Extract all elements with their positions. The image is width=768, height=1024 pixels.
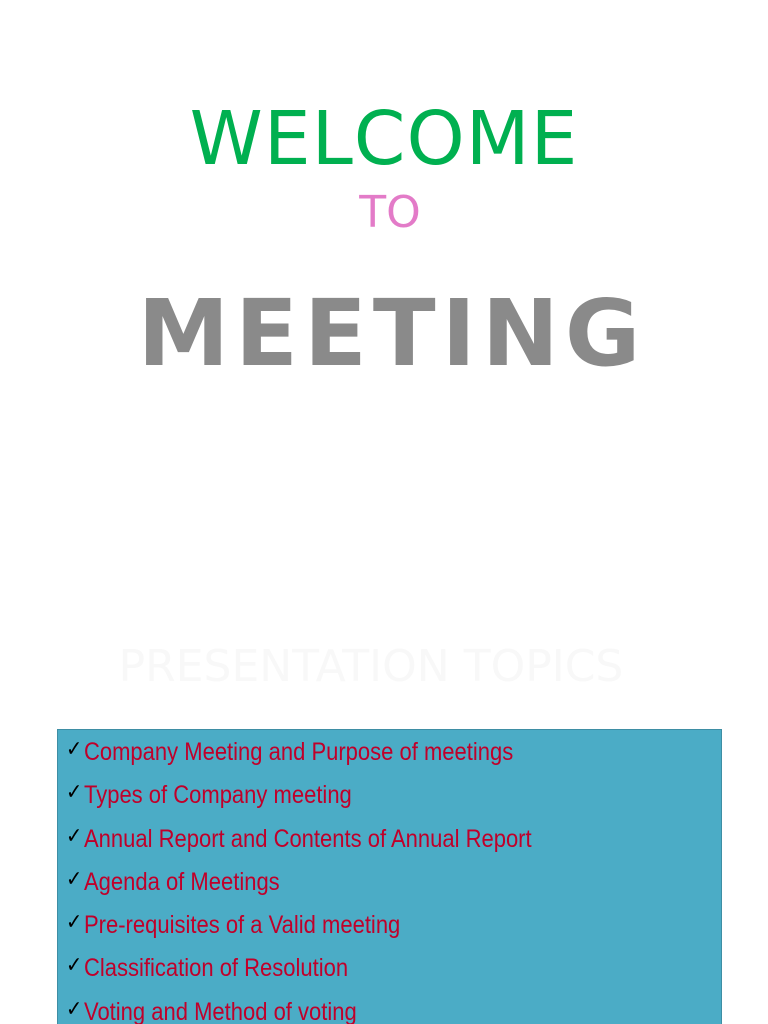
topic-label: Agenda of Meetings (83, 867, 280, 896)
topic-label: Pre-requisites of a Valid meeting (83, 911, 401, 940)
check-icon: ✓ (66, 910, 83, 936)
topic-item (66, 823, 642, 866)
topic-label: Annual Report and Contents of Annual Report (83, 824, 532, 853)
presentation-topics-heading: PRESENTATION TOPICS (118, 641, 624, 692)
topic-item (66, 996, 642, 1024)
check-icon: ✓ (66, 996, 83, 1022)
topic-label: Classification of Resolution (83, 954, 349, 983)
topics-list (58, 730, 721, 1024)
topic-label: Types of Company meeting (83, 781, 352, 810)
check-icon: ✓ (66, 737, 83, 762)
topic-label: Company Meeting and Purpose of meetings (83, 738, 514, 766)
welcome-title: WELCOME (189, 96, 579, 182)
topic-item (66, 866, 642, 909)
check-icon: ✓ (66, 866, 83, 892)
topic-label: Voting and Method of voting (83, 997, 357, 1024)
check-icon: ✓ (66, 823, 83, 849)
topics-box (57, 729, 722, 1024)
to-subtitle: TO (359, 187, 421, 238)
check-icon: ✓ (66, 953, 83, 979)
topic-item (66, 952, 642, 995)
topic-item (66, 779, 642, 822)
check-icon: ✓ (66, 780, 83, 806)
meeting-title: MEETING (137, 280, 647, 387)
topic-item (66, 736, 642, 779)
topic-item (66, 909, 642, 952)
